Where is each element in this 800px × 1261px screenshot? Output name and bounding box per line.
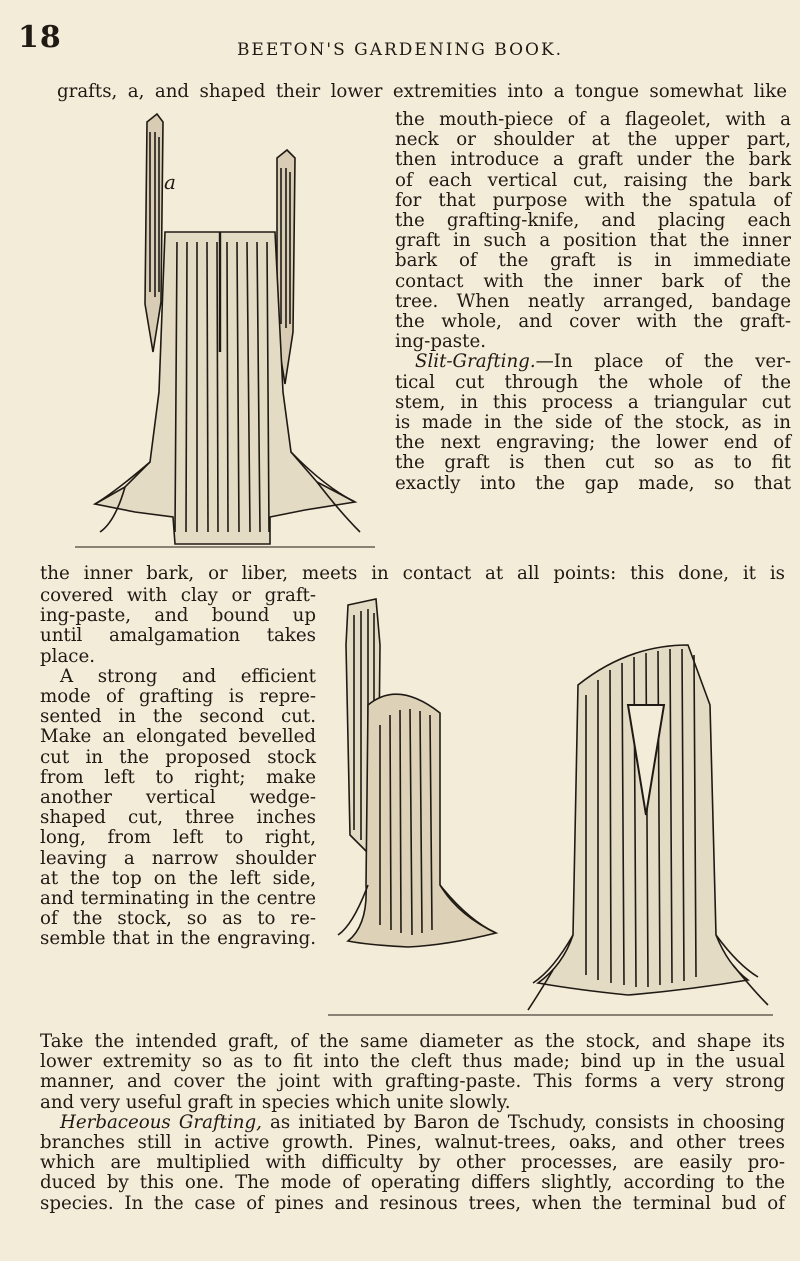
text-line: graft in such a position that the inner xyxy=(395,230,791,252)
text-line: of the stock, so as to re- xyxy=(40,908,316,930)
text-line: mode of grafting is repre- xyxy=(40,686,316,708)
text-line: place. xyxy=(40,645,96,667)
paragraph-full-line: the inner bark, or liber, meets in contact at all points: this done, it is xyxy=(40,563,785,584)
text-line: lower extremity so as to fit into the cleft thus made; bind up in the usual xyxy=(40,1051,785,1073)
text-line: and very useful graft in species which unite slowly. xyxy=(40,1091,511,1113)
figure-label-a: a xyxy=(164,170,176,194)
text-line: another vertical wedge- xyxy=(40,787,316,809)
text-line: bark of the graft is in immediate xyxy=(395,250,791,272)
text-line: duced by this one. The mode of operating differs slightly, according to the xyxy=(40,1172,785,1194)
text-line: for that purpose with the spatula of xyxy=(395,189,791,211)
text-line: Take the intended graft, of the same diameter as the stock, and shape its xyxy=(40,1031,785,1052)
text-line: and terminating in the centre xyxy=(40,888,316,910)
paragraph-grafts-continued: grafts, a, and shaped their lower extremities into a tongue somewhat like xyxy=(57,81,787,102)
text-line: A strong and efficient xyxy=(60,665,316,687)
text-line: leaving a narrow shoulder xyxy=(40,847,316,869)
page-number: 18 xyxy=(18,20,62,55)
text-line: until amalgamation takes xyxy=(40,625,316,647)
text-line: the mouth-piece of a flageolet, with a xyxy=(395,109,791,130)
text-line: the grafting-knife, and placing each xyxy=(395,210,791,232)
text-line: from left to right; make xyxy=(40,766,316,788)
text-line: which are multiplied with difficulty by other processes, are easily pro- xyxy=(40,1152,785,1174)
text-line: cut in the proposed stock xyxy=(40,746,316,768)
text-line: ing-paste. xyxy=(395,331,486,353)
text-line: the whole, and cover with the graft- xyxy=(395,311,791,333)
text-line: branches still in active growth. Pines, walnut-trees, oaks, and other trees xyxy=(40,1132,785,1154)
text-line: exactly into the gap made, so that xyxy=(395,472,791,494)
section-heading-herbaceous-grafting: Herbaceous Grafting, xyxy=(60,1111,262,1133)
text-line: the next engraving; the lower end of xyxy=(395,432,791,454)
text-line: stem, in this process a triangular cut xyxy=(395,391,791,413)
text-line: the graft is then cut so as to fit xyxy=(395,452,791,474)
text-line: long, from left to right, xyxy=(40,827,316,849)
text-line: covered with clay or graft- xyxy=(40,585,316,606)
text-line: neck or shoulder at the upper part, xyxy=(395,129,791,151)
text-line: species. In the case of pines and resinous trees, when the terminal bud of xyxy=(40,1192,785,1214)
text-line: of each vertical cut, raising the bark xyxy=(395,169,791,191)
text-line: then introduce a graft under the bark xyxy=(395,149,791,171)
text-line: sented in the second cut. xyxy=(40,706,316,728)
text-line: is made in the side of the stock, as in xyxy=(395,412,791,434)
text-line: tree. When neatly arranged, bandage xyxy=(395,290,791,312)
text-line: at the top on the left side, xyxy=(40,867,316,889)
middle-column-text xyxy=(40,586,316,950)
text-line: semble that in the engraving. xyxy=(40,928,316,950)
text-line: manner, and cover the joint with grafting-paste. This forms a very strong xyxy=(40,1071,785,1093)
text-line: as initiated by Baron de Tschudy, consists in choosing xyxy=(261,1111,785,1133)
text-line: ing-paste, and bound up xyxy=(40,605,316,627)
text-line: —In place of the ver- xyxy=(535,351,791,373)
cleft-graft-engraving xyxy=(55,92,395,558)
section-heading-slit-grafting: Slit-Grafting. xyxy=(415,351,536,373)
text-line: contact with the inner bark of the xyxy=(395,270,791,292)
text-line: tical cut through the whole of the xyxy=(395,371,791,393)
bottom-text xyxy=(40,1032,785,1214)
top-column-text xyxy=(395,110,791,494)
wedge-graft-engraving xyxy=(328,585,773,1031)
running-title: BEETON'S GARDENING BOOK. xyxy=(236,40,564,60)
text-line: Make an elongated bevelled xyxy=(40,726,316,748)
text-line: shaped cut, three inches xyxy=(40,807,316,829)
